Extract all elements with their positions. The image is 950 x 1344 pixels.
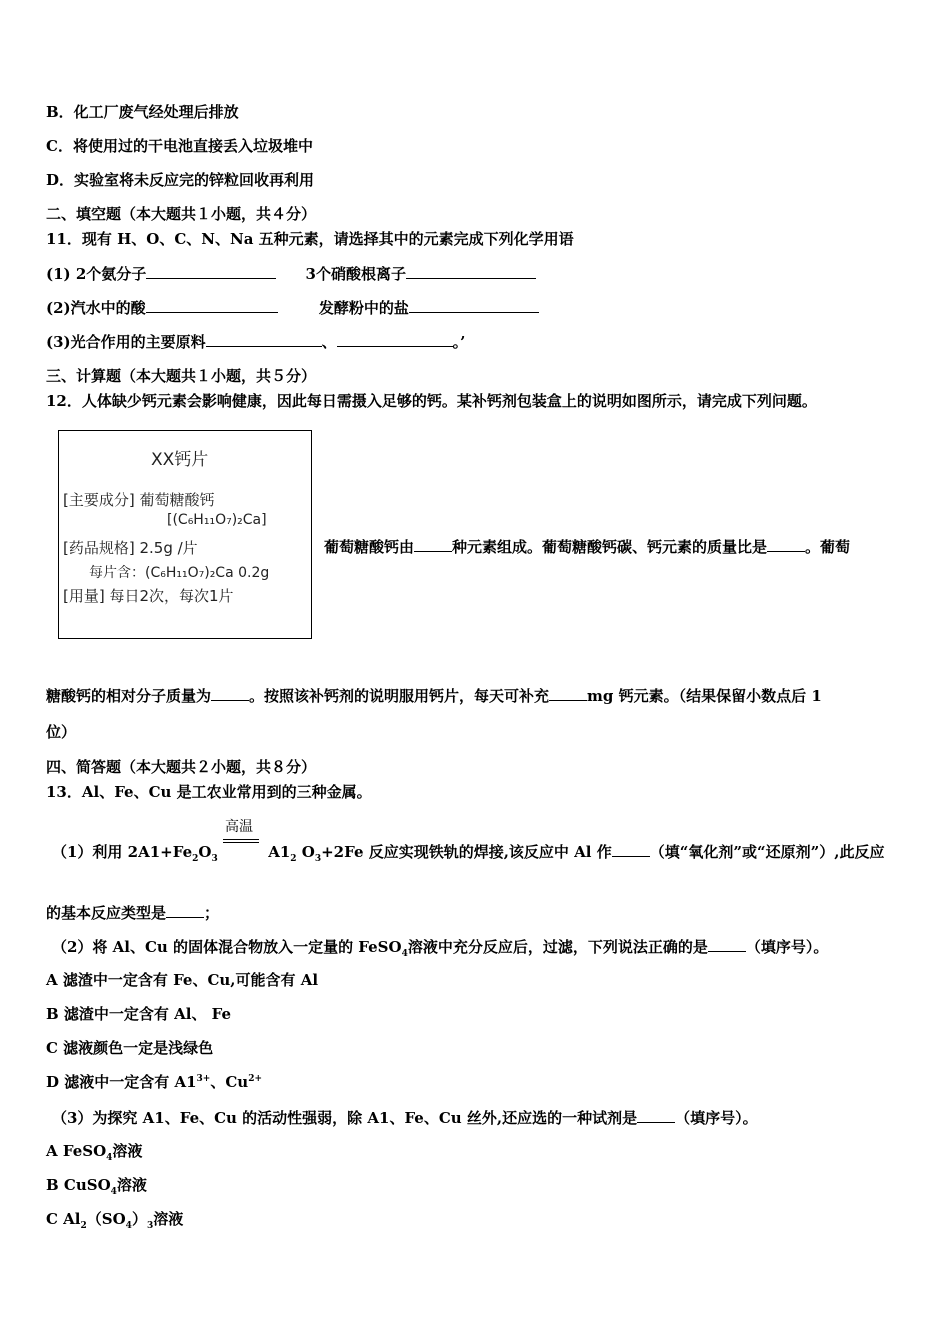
q12-text-b: 种元素组成。葡萄糖酸钙碳、钙元素的质量比是 xyxy=(452,538,768,556)
figure-formula: [(C₆H₁₁O₇)₂Ca] xyxy=(167,512,267,528)
option-d-text: 、Cu xyxy=(210,1073,249,1091)
q13-1-text: O xyxy=(296,843,315,861)
q11-2b-label: 发酵粉中的盐 xyxy=(318,299,409,317)
q13-1-text: +2Fe 反应实现铁轨的焊接,该反应中 Al 作 xyxy=(321,843,612,861)
answer-blank[interactable] xyxy=(767,536,805,552)
equals-line xyxy=(223,842,259,843)
q12-text-f: mg 钙元素。（结果保留小数点后 1 xyxy=(587,687,822,705)
reagent-text: （SO xyxy=(86,1210,126,1228)
answer-blank[interactable] xyxy=(337,331,453,347)
question-12-wei: 位） xyxy=(46,723,77,741)
q13-2-text: （2）将 Al、Cu 的固体混合物放入一定量的 FeSO xyxy=(52,938,402,956)
q13-1-text: A1 xyxy=(268,843,291,861)
subscript: 3 xyxy=(314,854,322,864)
subscript: 2 xyxy=(290,854,297,864)
reagent-text: A FeSO xyxy=(46,1142,107,1160)
option-c: C．将使用过的干电池直接丢入垃圾堆中 xyxy=(46,137,313,155)
answer-blank[interactable] xyxy=(146,263,276,279)
reagent-text: 溶液 xyxy=(153,1210,184,1228)
option-d-text: D 滤液中一定含有 A1 xyxy=(46,1073,197,1091)
answer-blank[interactable] xyxy=(146,297,278,313)
superscript: 3+ xyxy=(196,1074,211,1084)
figure-spec: [药品规格] 2.5g /片 xyxy=(63,539,198,557)
subscript: 2 xyxy=(192,854,199,864)
question-11: 11．现有 H、O、C、N、Na 五种元素，请选择其中的元素完成下列化学用语 xyxy=(46,230,574,248)
reagent-text: 溶液 xyxy=(112,1142,143,1160)
question-12-continued xyxy=(46,685,822,706)
section-2-heading: 二、填空题（本大题共１小题，共４分） xyxy=(46,205,317,223)
q13-1-text: ； xyxy=(204,904,220,922)
q11-2-label: (2)汽水中的酸 xyxy=(46,299,146,317)
q13-3-text: （3）为探究 A1、Fe、Cu 的活动性强弱，除 A1、Fe、Cu 丝外,还应选的一种试剂是 xyxy=(52,1109,638,1127)
option-a: A 滤渣中一定含有 Fe、Cu,可能含有 Al xyxy=(46,971,319,989)
q13-2-text: （填序号）。 xyxy=(745,938,829,956)
reagent-text: ） xyxy=(131,1210,147,1228)
q13-1-text: 的基本反应类型是 xyxy=(46,904,167,922)
reagent-text: 溶液 xyxy=(116,1176,147,1194)
q13-1-text: （填“氧化剂”或“还原剂”）,此反应 xyxy=(649,843,885,861)
superscript: 2+ xyxy=(248,1074,263,1084)
question-11-part-3 xyxy=(46,331,465,352)
answer-blank[interactable] xyxy=(406,263,536,279)
reagent-option-b xyxy=(46,1175,147,1195)
subscript: 3 xyxy=(211,854,218,864)
option-c-2: C 滤液颜色一定是浅绿色 xyxy=(46,1039,214,1057)
question-13: 13．Al、Fe、Cu 是工农业常用到的三种金属。 xyxy=(46,783,372,801)
subscript: 4 xyxy=(110,1187,117,1197)
end-mark: 。’ xyxy=(452,333,466,351)
reagent-option-c xyxy=(46,1209,183,1229)
figure-per-tablet: 每片含：(C₆H₁₁O₇)₂Ca 0.2g xyxy=(89,565,270,581)
answer-blank[interactable] xyxy=(414,536,452,552)
answer-blank[interactable] xyxy=(206,331,322,347)
q12-text-e: 。按照该补钙剂的说明服用钙片，每天可补充 xyxy=(249,687,550,705)
option-d: D．实验室将未反应完的锌粒回收再利用 xyxy=(46,171,315,189)
subscript: 4 xyxy=(401,949,408,959)
question-11-part-1 xyxy=(46,263,536,284)
reagent-text: B CuSO xyxy=(46,1176,111,1194)
option-b-2: B 滤渣中一定含有 Al、 Fe xyxy=(46,1005,232,1023)
reagent-option-a xyxy=(46,1141,142,1161)
answer-blank[interactable] xyxy=(637,1107,675,1123)
q11-1b-label: 3个硝酸根离子 xyxy=(305,265,406,283)
reaction-condition xyxy=(223,819,263,863)
separator: 、 xyxy=(321,333,337,351)
question-12: 12．人体缺少钙元素会影响健康，因此每日需摄入足够的钙。某补钙剂包装盒上的说明如图所示，请完成下列问题。 xyxy=(46,392,817,410)
question-13-part-3 xyxy=(52,1107,758,1128)
reagent-text: C Al xyxy=(46,1210,81,1228)
section-4-heading: 四、简答题（本大题共２小题，共８分） xyxy=(46,758,317,776)
condition-label: 高温 xyxy=(224,819,253,835)
q13-3-text: （填序号）。 xyxy=(675,1109,758,1127)
answer-blank[interactable] xyxy=(211,685,249,701)
q11-1-label: (1) 2个氨分子 xyxy=(46,265,147,283)
q13-1-text: O xyxy=(198,843,212,861)
question-13-part-1 xyxy=(52,819,885,864)
answer-blank[interactable] xyxy=(612,841,650,857)
question-13-part-2 xyxy=(52,936,828,957)
subscript: 4 xyxy=(106,1153,113,1163)
answer-blank[interactable] xyxy=(708,936,746,952)
question-12-inline xyxy=(324,536,850,557)
question-13-part-1-continued xyxy=(46,902,219,923)
figure-ingredient: [主要成分] 葡萄糖酸钙 xyxy=(63,491,215,509)
question-11-part-2 xyxy=(46,297,539,318)
calcium-tablet-label-figure xyxy=(58,430,312,639)
subscript: 2 xyxy=(80,1221,87,1231)
q12-text-d: 糖酸钙的相对分子质量为 xyxy=(46,687,212,705)
q12-text-a: 葡萄糖酸钙由 xyxy=(324,538,415,556)
answer-blank[interactable] xyxy=(409,297,539,313)
equals-line xyxy=(223,839,259,840)
figure-title: XX钙片 xyxy=(151,450,209,470)
option-d-2 xyxy=(46,1072,262,1092)
q13-2-text: 溶液中充分反应后，过滤，下列说法正确的是 xyxy=(407,938,708,956)
answer-blank[interactable] xyxy=(166,902,204,918)
answer-blank[interactable] xyxy=(549,685,587,701)
subscript: 3 xyxy=(146,1221,154,1231)
section-3-heading: 三、计算题（本大题共１小题，共５分） xyxy=(46,367,317,385)
subscript: 4 xyxy=(125,1221,132,1231)
option-b: B．化工厂废气经处理后排放 xyxy=(46,103,239,121)
q13-1-text: （1）利用 2A1+Fe xyxy=(52,843,193,861)
figure-dosage: [用量] 每日2次，每次1片 xyxy=(63,587,234,605)
q11-3-label: (3)光合作用的主要原料 xyxy=(46,333,206,351)
q12-text-c: 。葡萄 xyxy=(805,538,851,556)
